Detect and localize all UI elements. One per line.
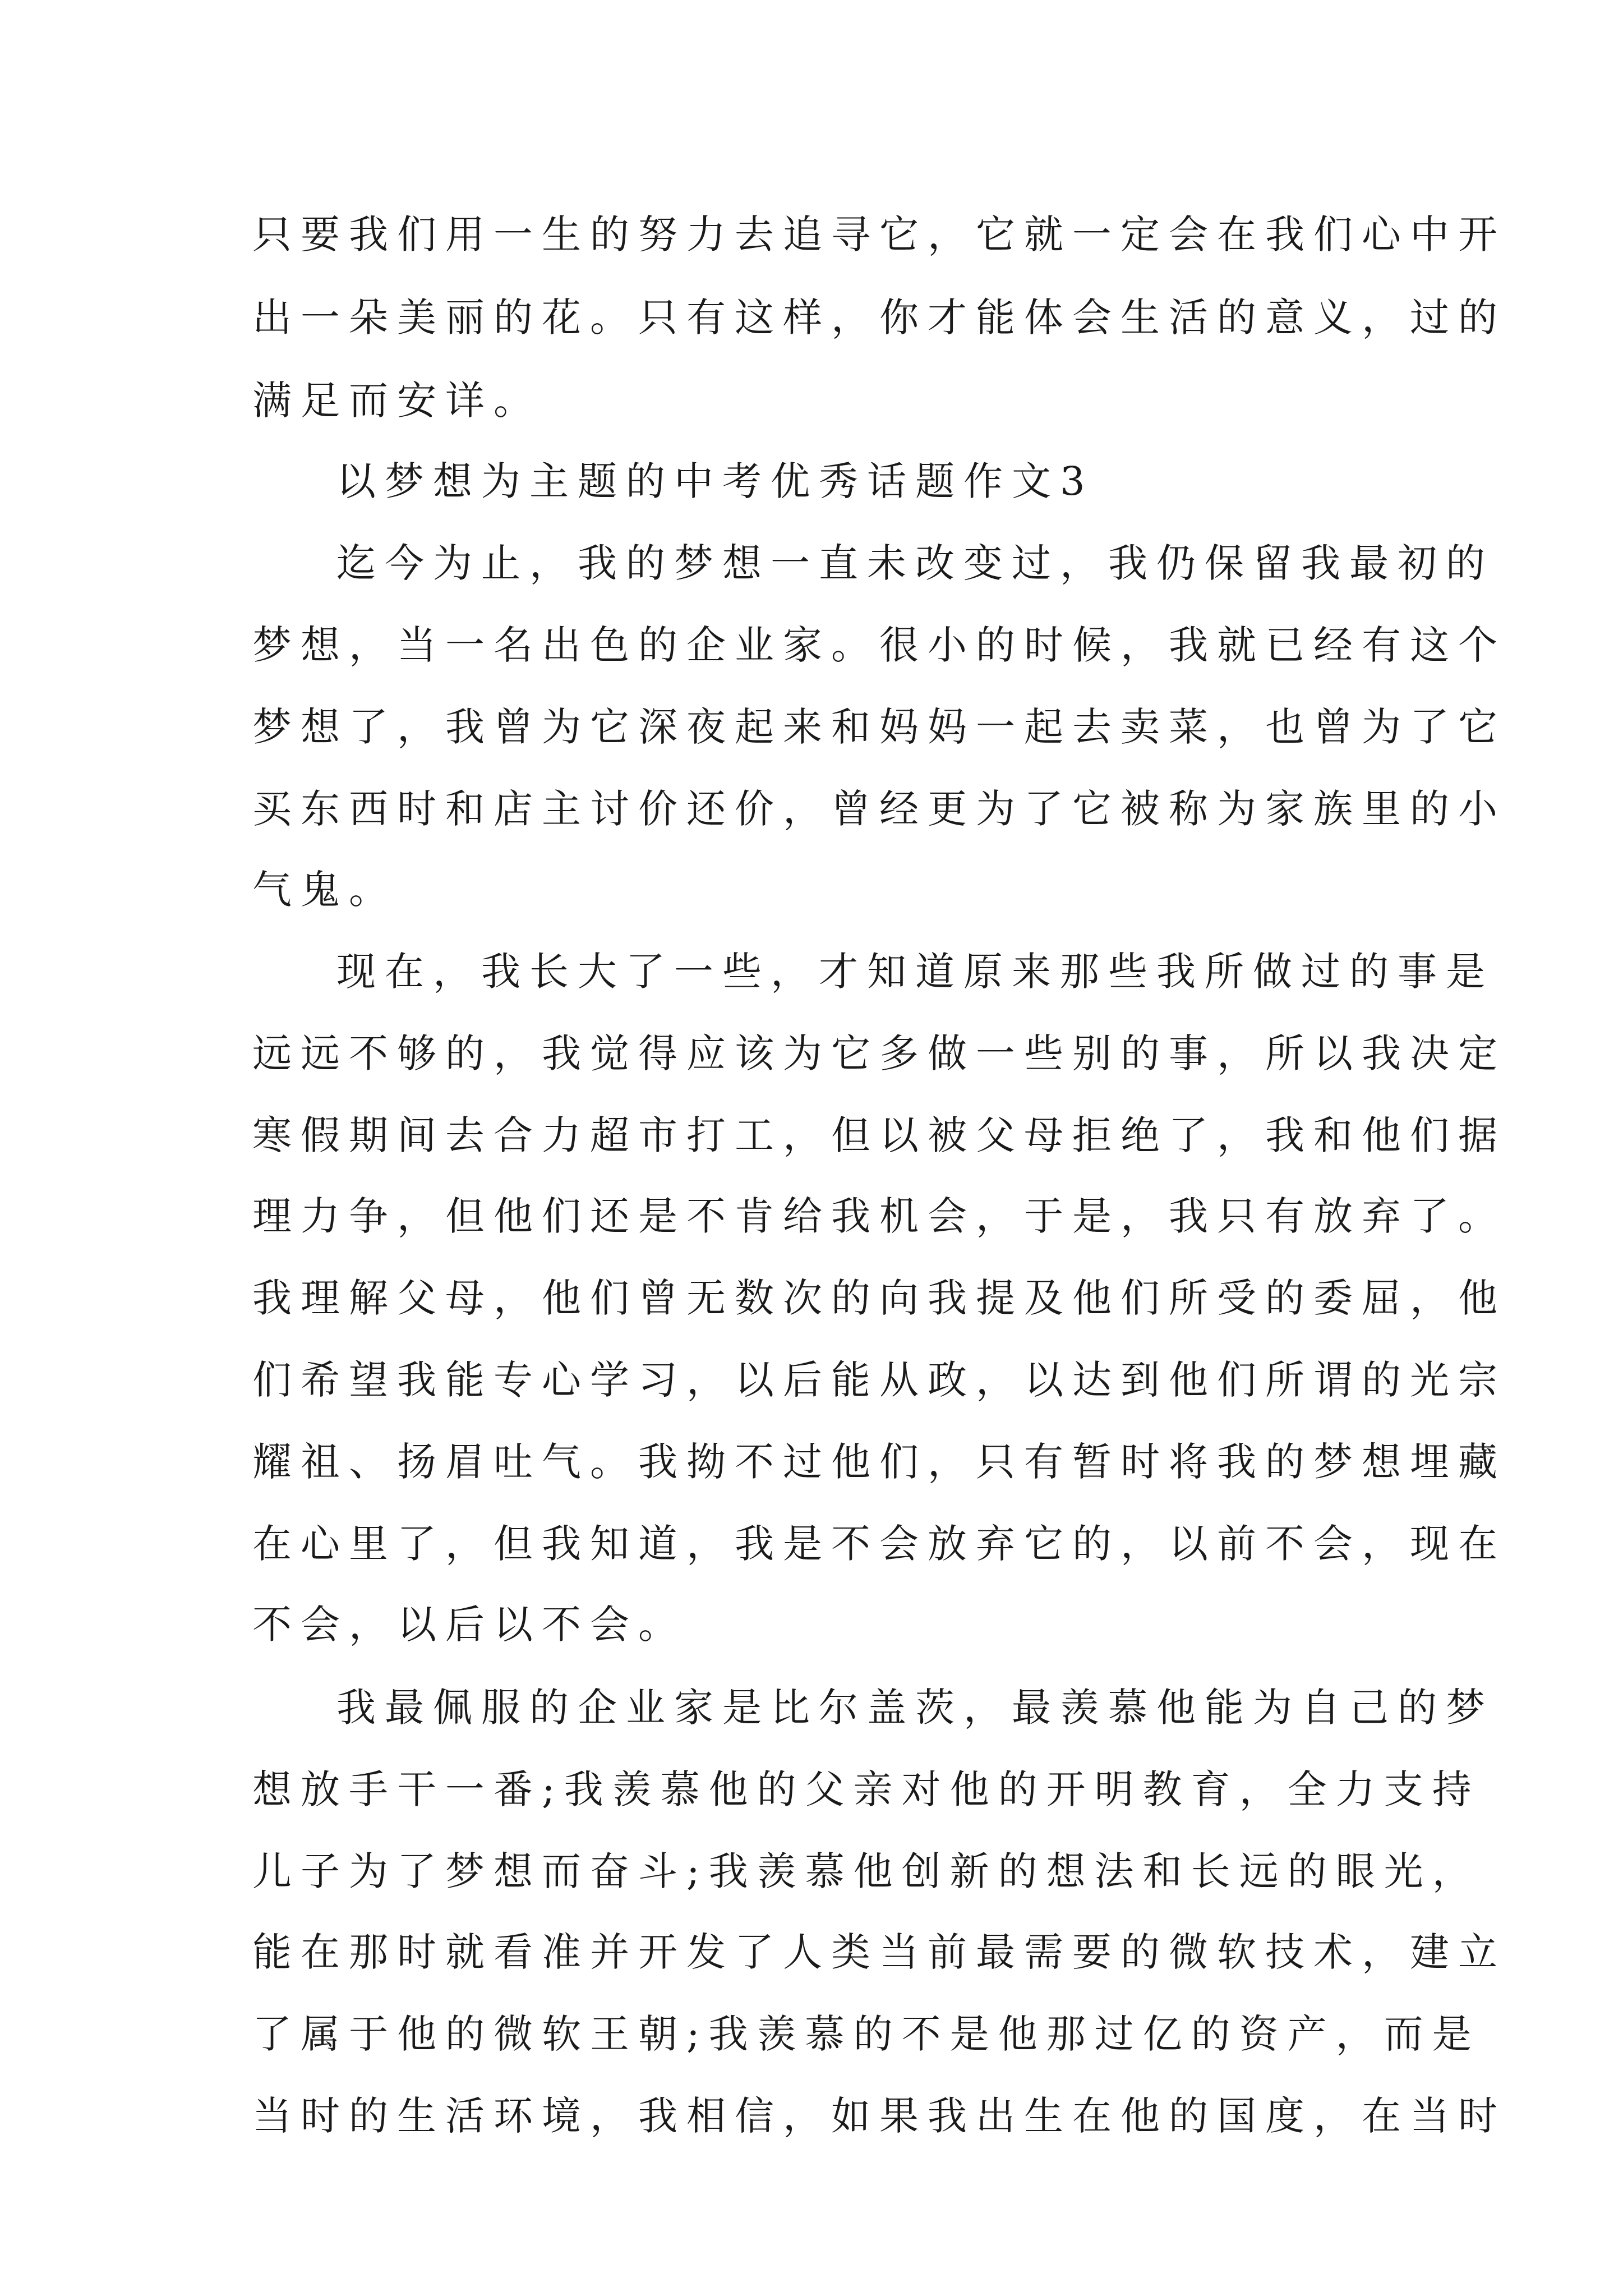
text-line: 们希望我能专心学习，以后能从政，以达到他们所谓的光宗 <box>252 1357 1506 1403</box>
text-line: 我最佩服的企业家是比尔盖茨，最羡慕他能为自己的梦 <box>336 1685 1494 1731</box>
text-line: 不会，以后以不会。 <box>252 1602 686 1648</box>
text-line: 迄今为止，我的梦想一直未改变过，我仍保留我最初的 <box>336 540 1494 586</box>
text-line: 当时的生活环境，我相信，如果我出生在他的国度，在当时 <box>252 2093 1506 2139</box>
text-line: 现在，我长大了一些，才知道原来那些我所做过的事是 <box>336 949 1494 995</box>
text-line: 耀祖、扬眉吐气。我拗不过他们，只有暂时将我的梦想埋藏 <box>252 1439 1506 1485</box>
text-line: 想放手干一番;我羡慕他的父亲对他的开明教育，全力支持 <box>252 1766 1481 1812</box>
text-line: 气鬼。 <box>252 867 397 913</box>
text-line: 梦想，当一名出色的企业家。很小的时候，我就已经有这个 <box>252 622 1506 668</box>
text-line: 满足而安详。 <box>252 378 542 424</box>
text-line: 梦想了，我曾为它深夜起来和妈妈一起去卖菜，也曾为了它 <box>252 704 1506 750</box>
text-line: 理力争，但他们还是不肯给我机会，于是，我只有放弃了。 <box>252 1193 1506 1239</box>
text-line: 我理解父母，他们曾无数次的向我提及他们所受的委屈，他 <box>252 1275 1506 1321</box>
text-line: 儿子为了梦想而奋斗;我羡慕他创新的想法和长远的眼光， <box>252 1848 1481 1894</box>
text-line: 远远不够的，我觉得应该为它多做一些别的事，所以我决定 <box>252 1030 1506 1076</box>
text-line: 在心里了，但我知道，我是不会放弃它的，以前不会，现在 <box>252 1521 1506 1567</box>
text-line: 买东西时和店主讨价还价，曾经更为了它被称为家族里的小 <box>252 786 1506 832</box>
section-heading: 以梦想为主题的中考优秀话题作文3 <box>336 458 1094 504</box>
text-line: 出一朵美丽的花。只有这样，你才能体会生活的意义，过的 <box>252 295 1506 341</box>
text-line: 了属于他的微软王朝;我羡慕的不是他那过亿的资产，而是 <box>252 2011 1481 2057</box>
text-line: 能在那时就看准并开发了人类当前最需要的微软技术，建立 <box>252 1929 1506 1975</box>
text-line: 只要我们用一生的努力去追寻它，它就一定会在我们心中开 <box>252 211 1506 257</box>
text-line: 寒假期间去合力超市打工，但以被父母拒绝了，我和他们据 <box>252 1112 1506 1158</box>
